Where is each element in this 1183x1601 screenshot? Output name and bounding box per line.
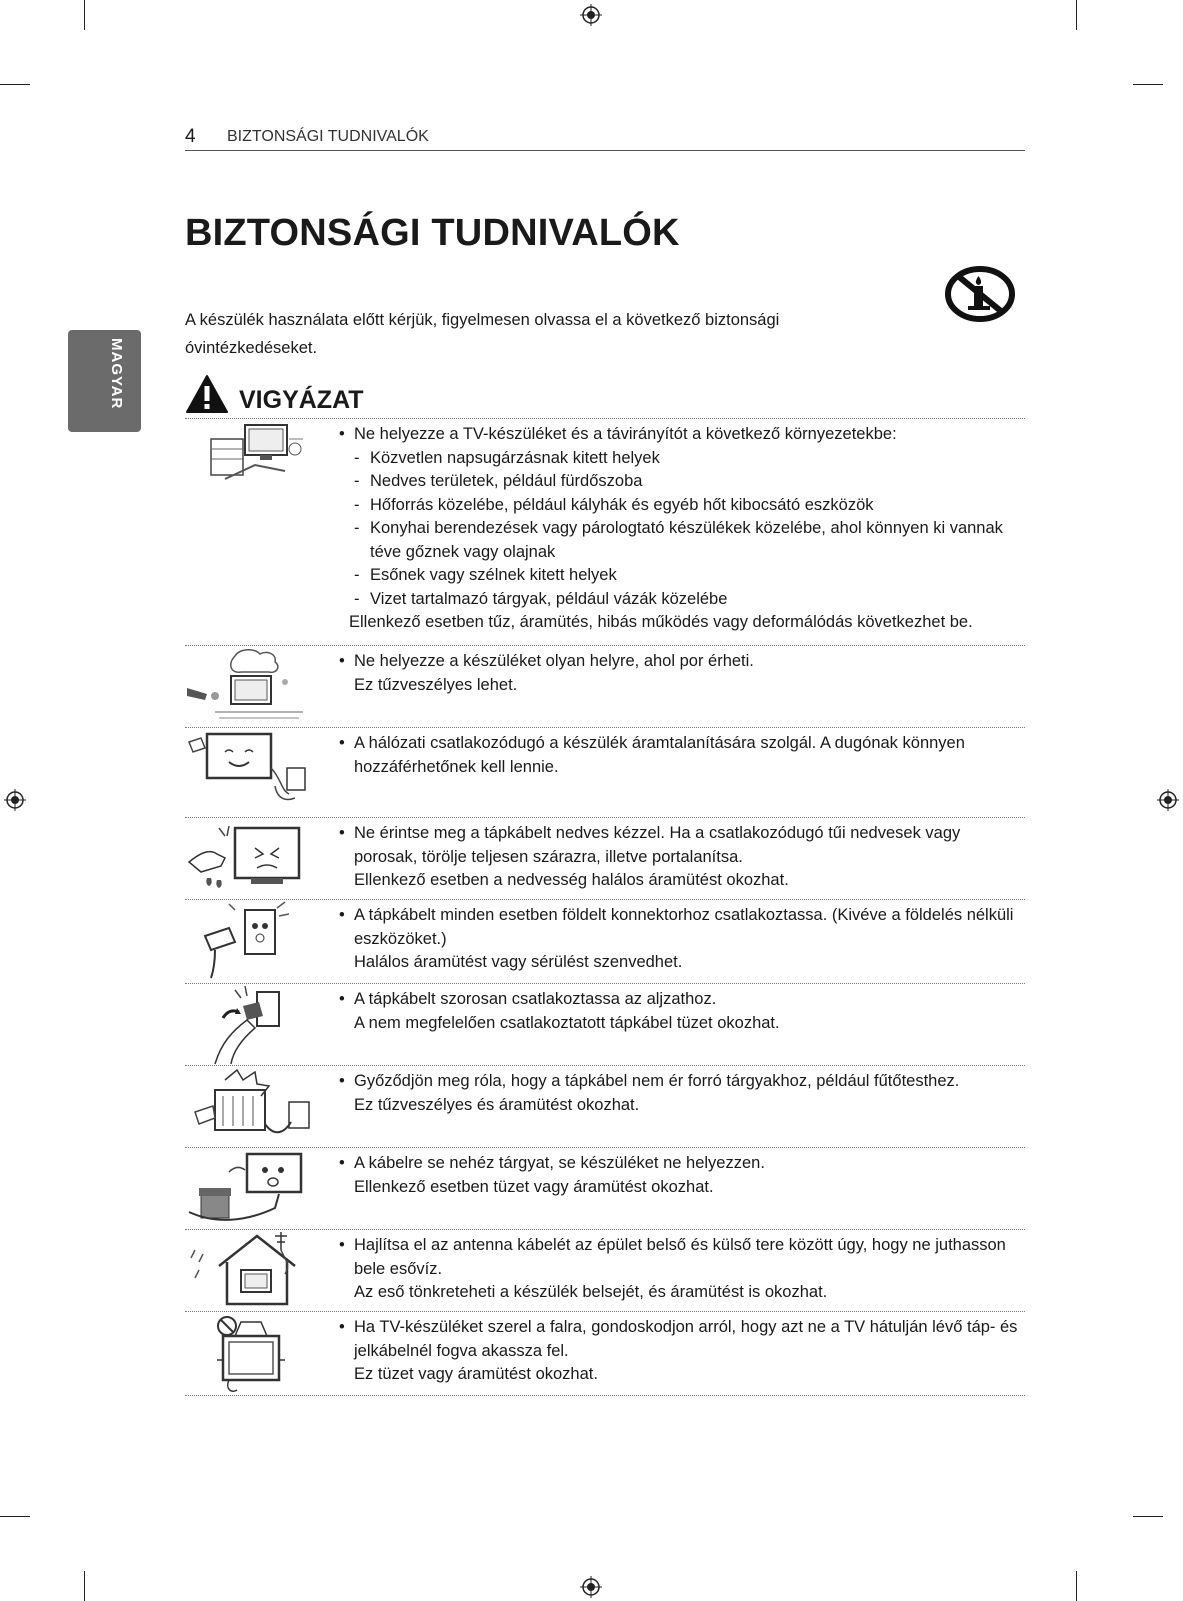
no-candle-icon [944, 266, 1016, 322]
section-bullet: • A kábelre se nehéz tárgyat, se készüléket ne helyezzen. [339, 1152, 1025, 1176]
plug-access-icon [185, 728, 315, 818]
section-bullet: • Ne helyezze a készüléket olyan helyre, ahol por érheti. [339, 650, 1025, 674]
section-note: Ellenkező esetben tűz, áramütés, hibás működés vagy deformálódás következhet be. [349, 613, 973, 631]
section-bullet: • Ne helyezze a TV-készüléket és a távirányítót a következő környezetekbe: [339, 423, 1025, 447]
section-note: Halálos áramütést vagy sérülést szenvedhet. [354, 953, 683, 971]
section-bullet: • A hálózati csatlakozódugó a készülék áramtalanítására szolgál. A dugónak könnyen hozzáférhetőnek kell lennie. [339, 732, 1025, 779]
language-tab-label: MAGYAR [108, 338, 125, 410]
crop-mark [1133, 1516, 1163, 1517]
crop-mark [0, 84, 30, 85]
page-title: BIZTONSÁGI TUDNIVALÓK [185, 212, 680, 254]
section-note: Ez tűzveszélyes lehet. [354, 675, 518, 694]
safety-section [185, 1230, 1025, 1312]
safety-section [185, 900, 1025, 984]
crop-mark [84, 0, 85, 30]
section-note: Ez tüzet vagy áramütést okozhat. [354, 1365, 598, 1383]
section-bullet: • Ne érintse meg a tápkábelt nedves kézzel. Ha a csatlakozódugó tűi nedvesek vagy porosak, törölje teljesen szárazra, illetve portalanítsa. [339, 822, 1025, 869]
section-bullet: • A tápkábelt minden esetben földelt konnektorhoz csatlakoztassa. (Kivéve a földelés nélküli eszközöket.) [339, 904, 1025, 951]
warning-triangle-icon [185, 374, 229, 414]
crop-mark [1133, 84, 1163, 85]
crop-mark [0, 1516, 30, 1517]
intro-text: A készülék használata előtt kérjük, figyelmesen olvassa el a következő biztonsági óvintézkedéseket. [185, 311, 780, 357]
heavy-object-cable-icon [185, 1148, 315, 1230]
crop-mark [1076, 1571, 1077, 1601]
registration-mark-icon [4, 789, 26, 811]
safety-section [185, 728, 1025, 818]
list-item: - Hőforrás közelébe, például kályhák és egyéb hőt kibocsátó eszközök [339, 494, 1025, 518]
registration-mark-icon [580, 1576, 602, 1598]
crop-mark [1076, 0, 1077, 30]
safety-section [185, 1312, 1025, 1396]
registration-mark-icon [580, 4, 602, 26]
language-tab [68, 330, 141, 432]
tv-environment-icon [185, 419, 315, 499]
section-note: Ellenkező esetben tüzet vagy áramütést okozhat. [354, 1177, 714, 1196]
section-bullet: • Győződjön meg róla, hogy a tápkábel nem ér forró tárgyakhoz, például fűtőtesthez. [339, 1070, 1025, 1094]
section-note: Ellenkező esetben a nedvesség halálos áramütést okozhat. [354, 871, 789, 889]
running-header-title: BIZTONSÁGI TUDNIVALÓK [227, 128, 429, 145]
wall-mount-icon [185, 1312, 315, 1396]
grounded-outlet-icon [185, 900, 315, 984]
page-number: 4 [185, 126, 196, 147]
plug-firmly-icon [185, 984, 315, 1066]
section-note: Ez tűzveszélyes és áramütést okozhat. [354, 1095, 640, 1114]
list-item: - Konyhai berendezések vagy párologtató készülékek közelébe, ahol könnyen ki vannak téve gőznek vagy olajnak [339, 517, 1025, 564]
safety-section [185, 646, 1025, 728]
list-item: - Közvetlen napsugárzásnak kitett helyek [339, 447, 1025, 471]
safety-section [185, 419, 1025, 646]
section-bullet: • A tápkábelt szorosan csatlakoztassa az aljzathoz. [339, 988, 1025, 1012]
section-note: Az eső tönkreteheti a készülék belsejét, és áramütést is okozhat. [354, 1283, 828, 1301]
crop-mark [84, 1571, 85, 1601]
list-item: - Esőnek vagy szélnek kitett helyek [339, 564, 1025, 588]
running-header [185, 126, 1025, 151]
caution-label: VIGYÁZAT [239, 386, 364, 414]
wet-hand-icon [185, 818, 315, 900]
section-note: A nem megfelelően csatlakoztatott tápkábel tüzet okozhat. [354, 1013, 780, 1032]
antenna-house-icon [185, 1230, 315, 1312]
safety-section [185, 1066, 1025, 1148]
safety-section [185, 984, 1025, 1066]
registration-mark-icon [1157, 789, 1179, 811]
dust-icon [185, 646, 315, 728]
list-item: - Nedves területek, például fürdőszoba [339, 470, 1025, 494]
section-bullet: • Ha TV-készüléket szerel a falra, gondoskodjon arról, hogy azt ne a TV hátulján lévő táp- és jelkábelnél fogva akassza fel. [339, 1316, 1025, 1363]
safety-section [185, 1148, 1025, 1230]
list-item: - Vizet tartalmazó tárgyak, például vázák közelébe [339, 588, 1025, 612]
heater-cable-icon [185, 1066, 315, 1148]
safety-section [185, 818, 1025, 900]
section-bullet: • Hajlítsa el az antenna kábelét az épület belső és külső tere között úgy, hogy ne juthasson bele esővíz. [339, 1234, 1025, 1281]
